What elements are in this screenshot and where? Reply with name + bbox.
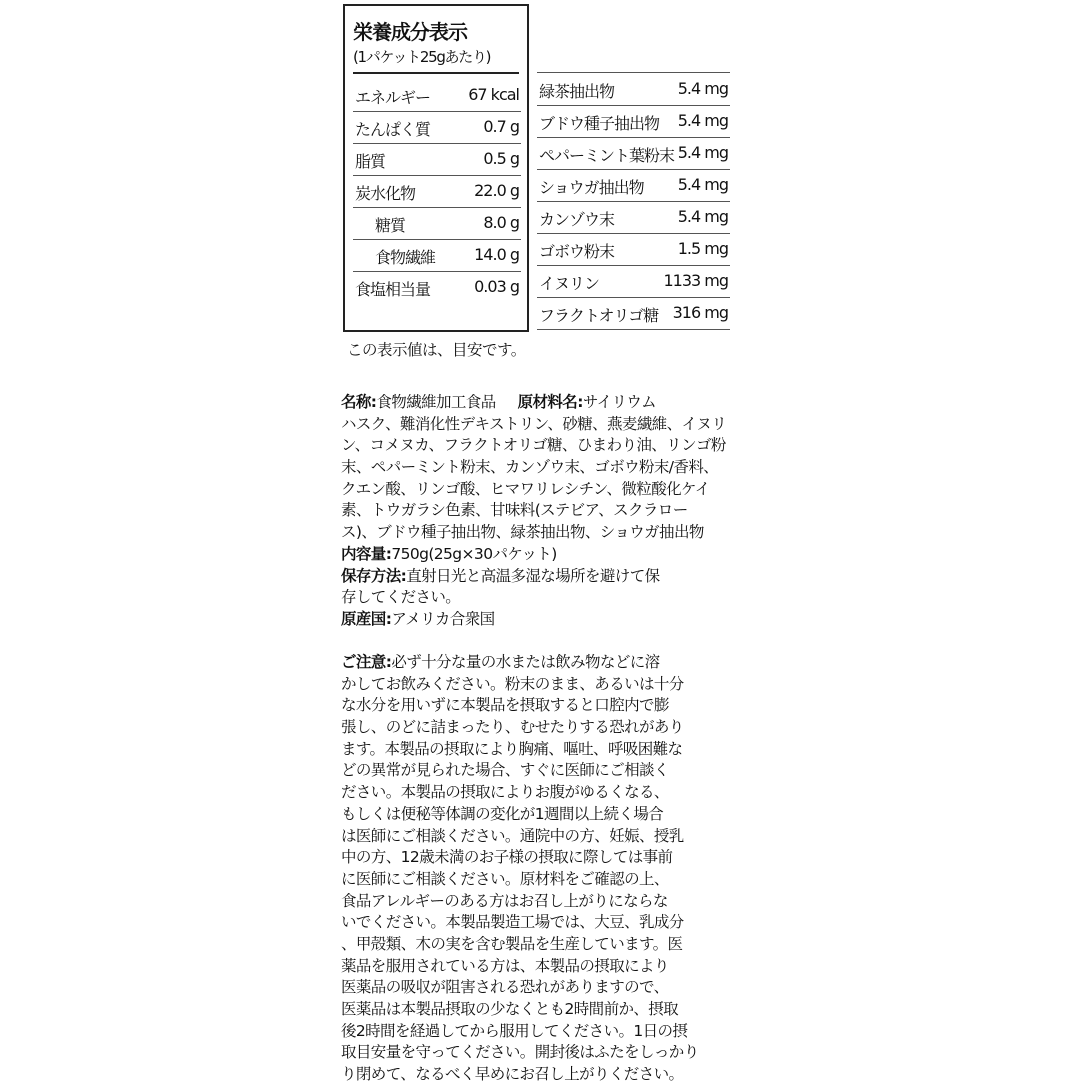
- origin-value: アメリカ合衆国: [391, 609, 495, 628]
- caution-text: 医薬品は本製品摂取の少なくとも2時間前か、摂取: [341, 1000, 679, 1018]
- nutrient-value: 1.5 mg: [677, 239, 728, 258]
- storage-line: [341, 566, 746, 588]
- product-spec-block: [341, 392, 746, 631]
- ingredients-text: サイリウム: [582, 393, 657, 411]
- content-line: [341, 544, 746, 566]
- nutrient-value: 0.03 g: [474, 277, 519, 296]
- nutrient-label: ゴボウ粉末: [539, 242, 615, 261]
- name-label: 名称:: [341, 393, 377, 411]
- nutrient-value: 316 mg: [672, 303, 728, 322]
- caution-text: いでください。本製品製造工場では、大豆、乳成分: [341, 913, 684, 932]
- divider: [353, 72, 519, 74]
- nutrient-value: 8.0 g: [483, 213, 519, 232]
- nutrition-row: [537, 138, 730, 170]
- name-value: 食物繊維加工食品: [376, 393, 496, 411]
- origin-label: 原産国:: [341, 609, 392, 628]
- ingredients-label: 原材料名:: [517, 393, 583, 411]
- content-label: 内容量:: [341, 544, 392, 563]
- nutrient-label: たんぱく質: [355, 120, 431, 139]
- nutrient-value: 5.4 mg: [677, 79, 728, 98]
- nutrition-row: [353, 176, 521, 208]
- nutrition-row: [353, 80, 521, 112]
- caution-text: もしくは便秘等体調の変化が1週間以上続く場合: [341, 804, 664, 823]
- storage-text: 直射日光と高温多湿な場所を避けて保: [406, 566, 660, 585]
- caution-line: [341, 652, 746, 674]
- caution-text: 取目安量を守ってください。開封後はふたをしっかり: [341, 1043, 699, 1062]
- nutrient-value: 67 kcal: [468, 85, 519, 104]
- nutrient-label: ブドウ種子抽出物: [539, 114, 660, 133]
- caution-text: かしてお飲みください。粉末のまま、あるいは十分: [341, 674, 684, 693]
- nutrient-label: ショウガ抽出物: [539, 178, 644, 197]
- nutrient-value: 22.0 g: [474, 181, 519, 200]
- nutrition-main-rows: [353, 80, 521, 303]
- nutrient-label: イヌリン: [539, 274, 600, 293]
- caution-text: どの異常が見られた場合、すぐに医師にご相談く: [341, 761, 669, 780]
- nutrient-label: エネルギー: [355, 88, 431, 107]
- nutrient-value: 0.5 g: [483, 149, 519, 168]
- nutrition-row: [537, 266, 730, 298]
- nutrition-row: [353, 208, 521, 240]
- nutrition-row: [537, 298, 730, 330]
- nutrition-row: [537, 74, 730, 106]
- origin-line: [341, 609, 746, 631]
- nutrient-value: 5.4 mg: [677, 143, 728, 162]
- nutrition-row: [353, 112, 521, 144]
- caution-text: ださい。本製品の摂取によりお腹がゆるくなる、: [341, 783, 669, 802]
- nutrition-row: [353, 272, 521, 303]
- nutrient-value: 14.0 g: [474, 245, 519, 264]
- caution-block: [341, 652, 746, 1086]
- nutrient-label: 炭水化物: [355, 184, 416, 203]
- storage-label: 保存方法:: [341, 566, 407, 585]
- ingredients-text: 素、トウガラシ色素、甘味料(ステビア、スクラロー: [341, 501, 688, 520]
- nutrition-row: [537, 170, 730, 202]
- nutrition-extra-rows: [537, 74, 730, 330]
- nutrient-value: 5.4 mg: [677, 111, 728, 130]
- nutrient-label: 脂質: [355, 152, 386, 171]
- nutrient-label: 食物繊維: [375, 248, 436, 267]
- nutrient-value: 5.4 mg: [677, 207, 728, 226]
- nutrient-label: ペパーミント葉粉末: [539, 146, 675, 165]
- caution-label: ご注意:: [341, 653, 392, 671]
- nutrient-value: 5.4 mg: [677, 175, 728, 194]
- nutrition-title: 栄養成分表示: [353, 20, 467, 44]
- nutrient-label: カンゾウ末: [539, 210, 615, 229]
- caution-text: 後2時間を経過してから服用してください。1日の摂: [341, 1021, 688, 1040]
- caution-text: は医師にご相談ください。通院中の方、妊娠、授乳: [341, 826, 684, 845]
- nutrition-row: [537, 106, 730, 138]
- caution-text: り閉めて、なるべく早めにお召し上がりください。: [341, 1065, 684, 1084]
- ingredients-text: クエン酸、リンゴ酸、ヒマワリレシチン、微粒酸化ケイ: [341, 479, 710, 498]
- caution-text: 薬品を服用されている方は、本製品の摂取により: [341, 956, 669, 975]
- nutrition-row: [353, 144, 521, 176]
- caution-text: 中の方、12歳未満のお子様の摂取に際しては事前: [341, 848, 673, 867]
- content-value: 750g(25g×30パケット): [391, 544, 557, 563]
- nutrient-label: 糖質: [375, 216, 406, 235]
- nutrition-serving-size: (1パケット25gあたり): [353, 48, 491, 66]
- nutrition-note: この表示値は、目安です。: [347, 341, 526, 359]
- nutrition-row: [537, 202, 730, 234]
- nutrition-row: [353, 240, 521, 272]
- nutrient-value: 1133 mg: [663, 271, 728, 290]
- caution-text: ます。本製品の摂取により胸痛、嘔吐、呼吸困難な: [341, 739, 683, 758]
- caution-text: 張し、のどに詰まったり、むせたりする恐れがあり: [341, 718, 684, 737]
- caution-text: 食品アレルギーのある方はお召し上がりにならな: [341, 891, 668, 910]
- ingredients-text: ス)、ブドウ種子抽出物、緑茶抽出物、ショウガ抽出物: [341, 523, 704, 542]
- nutrient-label: 食塩相当量: [355, 280, 431, 299]
- caution-text: な水分を用いずに本製品を摂取すると口腔内で膨: [341, 696, 669, 715]
- ingredients-text: ハスク、難消化性デキストリン、砂糖、燕麦繊維、イヌリ: [341, 414, 727, 433]
- ingredients-text: 末、ペパーミント粉末、カンゾウ末、ゴボウ粉末/香料、: [341, 458, 719, 477]
- nutrition-facts-box: [343, 4, 529, 332]
- caution-text: 必ず十分な量の水または飲み物などに溶: [391, 653, 660, 671]
- spec-name-line: [341, 392, 746, 414]
- nutrient-label: 緑茶抽出物: [539, 82, 615, 101]
- nutrient-label: フラクトオリゴ糖: [539, 306, 659, 325]
- storage-text: 存してください。: [341, 588, 461, 607]
- ingredients-text: ン、コメヌカ、フラクトオリゴ糖、ひまわり油、リンゴ粉: [341, 436, 726, 455]
- caution-text: 医薬品の吸収が阻害される恐れがありますので、: [341, 978, 669, 997]
- caution-text: 、甲殻類、木の実を含む製品を生産しています。医: [341, 934, 683, 953]
- divider: [537, 72, 730, 73]
- nutrient-value: 0.7 g: [483, 117, 519, 136]
- caution-text: に医師にご相談ください。原材料をご確認の上、: [341, 869, 669, 888]
- nutrition-row: [537, 234, 730, 266]
